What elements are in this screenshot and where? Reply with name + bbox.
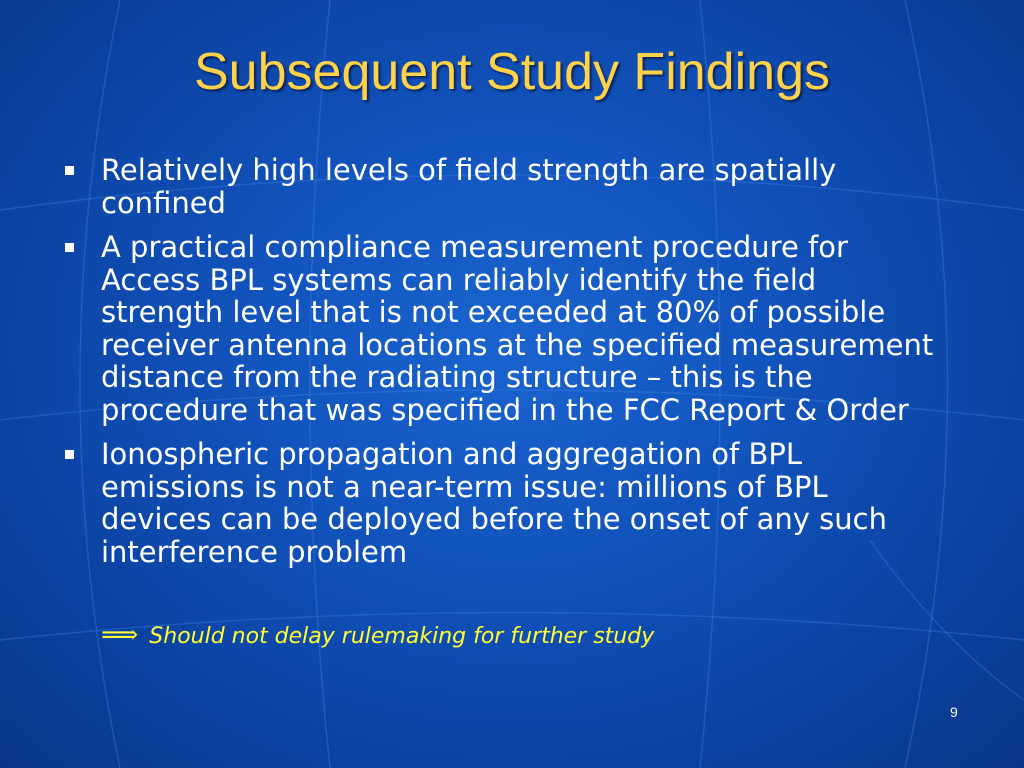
implies-arrow-icon: ⟹ bbox=[101, 620, 139, 650]
conclusion-line bbox=[101, 620, 654, 652]
page-number: 9 bbox=[950, 704, 958, 720]
square-bullet-icon bbox=[65, 450, 74, 459]
bullet-text: Relatively high levels of field strength are spatially confined bbox=[101, 153, 837, 220]
bullet-item bbox=[60, 231, 940, 426]
bullet-list bbox=[60, 154, 940, 580]
bullet-item bbox=[60, 438, 940, 568]
square-bullet-icon bbox=[65, 243, 74, 252]
slide-title: Subsequent Study Findings bbox=[194, 43, 830, 101]
bullet-item bbox=[60, 154, 940, 219]
conclusion-text: Should not delay rulemaking for further study bbox=[149, 624, 655, 649]
bullet-text: Ionospheric propagation and aggregation of BPL emissions is not a near-term issue: millions of BPL devices can be deployed before the onset of any such interference problem bbox=[101, 437, 887, 569]
bullet-text: A practical compliance measurement procedure for Access BPL systems can reliably identify the field strength level that is not exceeded at 80% of possible receiver antenna locations at the specified measurement distance from the radiating structure – this is the procedure that was specified in the FCC Report & Order bbox=[101, 230, 934, 427]
square-bullet-icon bbox=[65, 166, 74, 175]
